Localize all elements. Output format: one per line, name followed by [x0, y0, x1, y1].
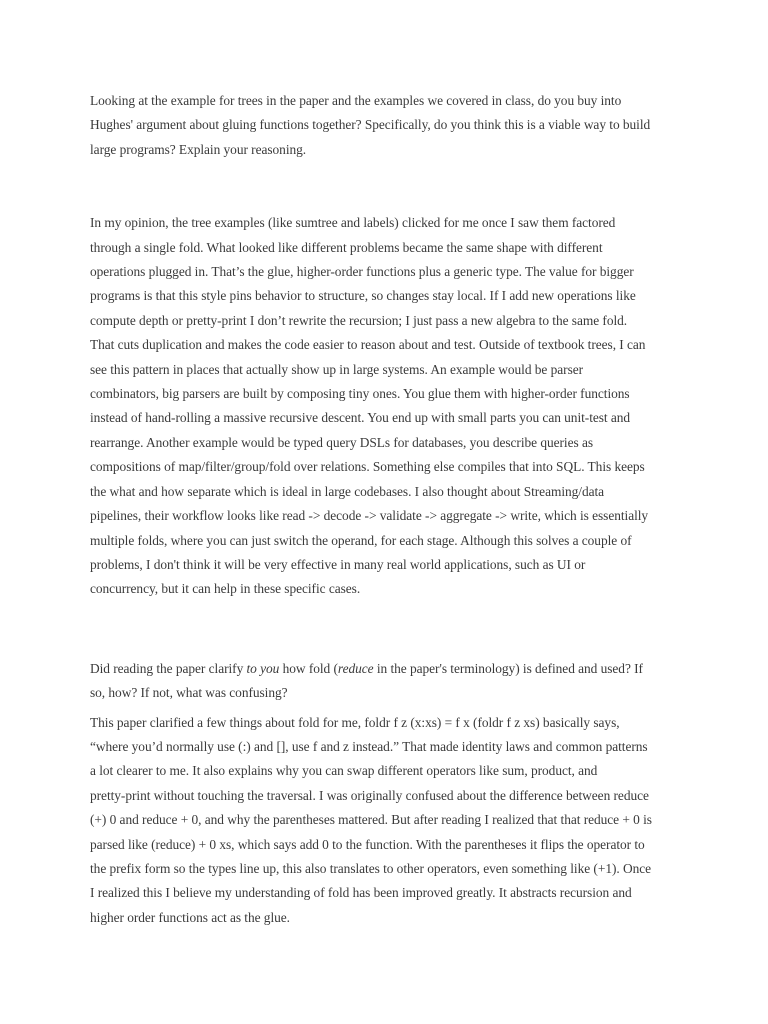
answer-1-line: pipelines, their workflow looks like read -> decode -> validate -> aggregate -> write, which is essentially: [90, 508, 649, 524]
answer-2-line: the prefix form so the types line up, this also translates to other operators, even something like (+1). Once: [90, 860, 652, 876]
answer-1-line: rearrange. Another example would be typed query DSLs for databases, you describe queries as: [90, 434, 594, 450]
question-1-line: Looking at the example for trees in the paper and the examples we covered in class, do you buy into: [90, 93, 622, 108]
answer-2-line: I realized this I believe my understanding of fold has been improved greatly. It abstracts recursion and: [90, 885, 632, 901]
answer-2-line: parsed like (reduce) + 0 xs, which says add 0 to the function. With the parentheses it flips the operator to: [90, 836, 645, 852]
answer-1-line: the what and how separate which is ideal in large codebases. I also thought about Streaming/data: [90, 483, 605, 499]
answer-1-line: concurrency, but it can help in these specific cases.: [90, 581, 361, 597]
answer-2-line: higher order functions act as the glue.: [90, 909, 290, 925]
question-2-text: how fold (: [279, 660, 338, 676]
answer-1-line: operations plugged in. That’s the glue, higher-order functions plus a generic type. The value for bigger: [90, 264, 634, 280]
question-2: [90, 657, 680, 706]
answer-2-line: (+) 0 and reduce + 0, and why the parentheses mattered. But after reading I realized that that reduce + 0 is: [90, 812, 652, 828]
question-1: [90, 89, 680, 162]
answer-1-line: combinators, big parsers are built by composing tiny ones. You glue them with higher-order functions: [90, 386, 630, 402]
answer-2-line: pretty-print without touching the traversal. I was originally confused about the difference between reduce: [90, 787, 649, 803]
answer-2-line: “where you’d normally use (:) and [], use f and z instead.” That made identity laws and common patterns: [90, 738, 648, 754]
answer-1-line: compute depth or pretty-print I don’t rewrite the recursion; I just pass a new algebra to the same fold.: [90, 312, 628, 328]
answer-1-line: through a single fold. What looked like different problems became the same shape with different: [90, 239, 603, 255]
answer-2-line: This paper clarified a few things about fold for me, foldr f z (x:xs) = f x (foldr f z xs) basically says,: [90, 714, 620, 730]
question-1-line: large programs? Explain your reasoning.: [90, 141, 307, 157]
answer-1-line: In my opinion, the tree examples (like sumtree and labels) clicked for me once I saw them factored: [90, 215, 616, 231]
question-2-line: [90, 657, 680, 681]
question-2-emphasis: to you: [246, 660, 280, 676]
question-2-text: in the paper's terminology) is defined and used? If: [373, 660, 643, 676]
answer-1-line: programs is that this style pins behavior to structure, so changes stay local. If I add new operations like: [90, 288, 636, 304]
answer-2: [90, 711, 680, 931]
document-page: [90, 89, 680, 930]
answer-1-line: That cuts duplication and makes the code easier to reason about and test. Outside of textbook trees, I can: [90, 337, 646, 353]
answer-1-line: see this pattern in places that actually show up in large systems. An example would be parser: [90, 361, 584, 377]
answer-2-line: a lot clearer to me. It also explains why you can swap different operators like sum, product, and: [90, 763, 598, 779]
answer-1-line: problems, I don't think it will be very effective in many real world applications, such as UI or: [90, 556, 586, 572]
answer-1: [90, 211, 680, 602]
question-2-emphasis: reduce: [337, 660, 374, 676]
question-2-line: so, how? If not, what was confusing?: [90, 685, 288, 701]
question-1-line: Hughes' argument about gluing functions together? Specifically, do you think this is a viable way to build: [90, 117, 651, 133]
answer-1-line: instead of hand-rolling a massive recursive descent. You end up with small parts you can unit-test and: [90, 410, 631, 426]
answer-1-line: compositions of map/filter/group/fold over relations. Something else compiles that into SQL. This keeps: [90, 459, 645, 475]
question-2-text: Did reading the paper clarify: [90, 660, 247, 676]
answer-1-line: multiple folds, where you can just switch the operand, for each stage. Although this solves a couple of: [90, 532, 632, 548]
